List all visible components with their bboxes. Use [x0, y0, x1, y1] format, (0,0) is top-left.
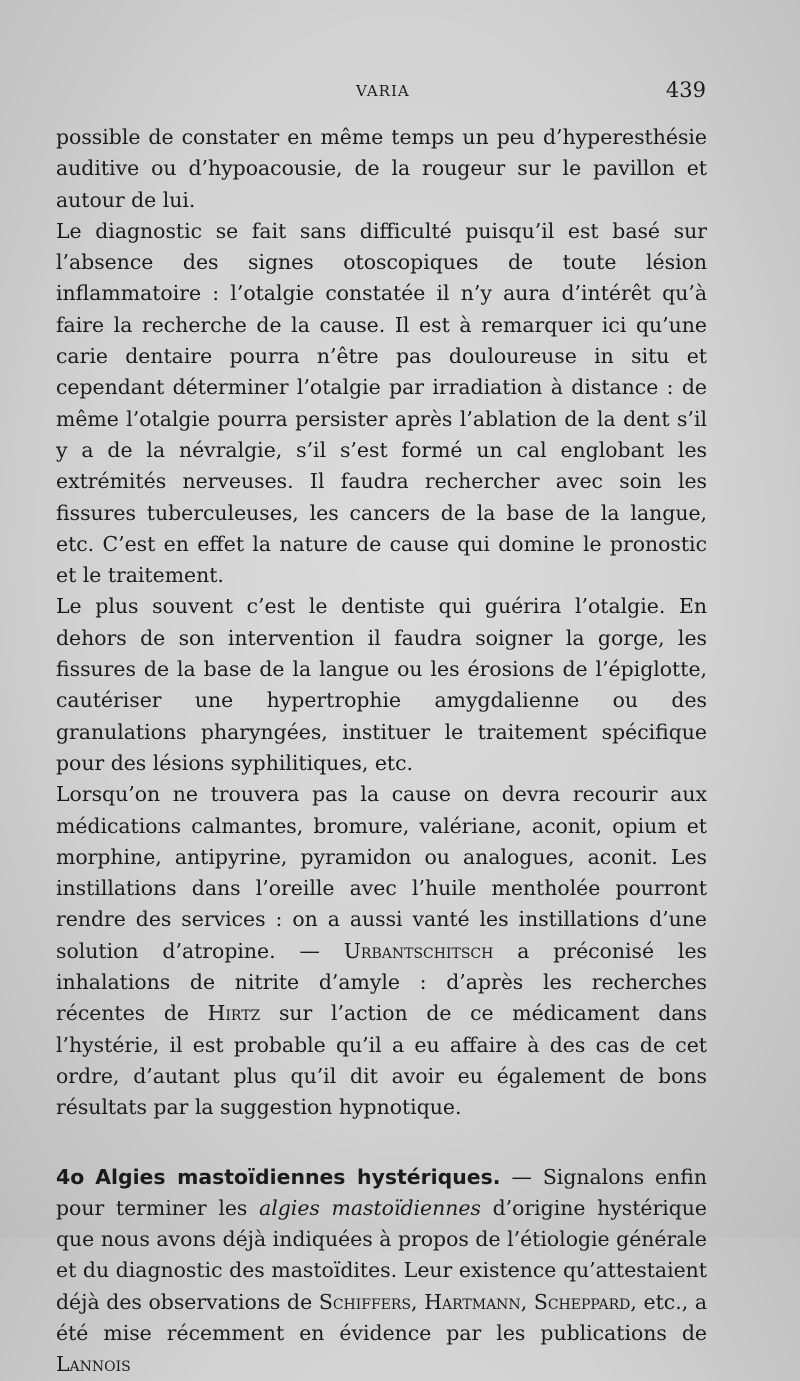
paragraph-continuation: possible de constater en même temps un peu d’hyperesthésie auditive ou d’hypoacousie, de la rougeur sur le pavillon et autour de lui. — [56, 125, 707, 212]
medications-text-b: a préconisé les inhalations de nitrite d’amyle : d’après les recherches récentes de — [56, 938, 707, 1026]
medications-text-c: sur l’action de ce médicament dans l’hystérie, il est probable qu’il a eu affaire à des cas de cet ordre, d’autant plus qu’il dit avoir eu également de bons résultats par la suggestion hypnotique. — [56, 1001, 707, 1120]
paragraph-treatment: Le plus souvent c’est le dentiste qui guérira l’otalgie. En dehors de son intervention il faudra soigner la gorge, les fissures de la base de la langue ou les érosions de l’épiglotte, cautériser une hypertrophie amygdalienne ou des granulations pharyngées, instituer le traitement spécifique pour des lésions syphilitiques, etc. — [56, 594, 707, 775]
page-number: 439 — [665, 78, 706, 102]
italic-term: algies mastoïdiennes — [259, 1195, 481, 1220]
author-hirtz: Hirtz — [207, 1001, 261, 1026]
separator: , — [520, 1289, 534, 1314]
author-schiffers: Schiffers — [318, 1289, 412, 1314]
page-header — [56, 78, 706, 118]
section-mastoid-algias — [56, 1162, 707, 1381]
section-lead: — Signalons enfin pour terminer les — [56, 1164, 707, 1220]
running-head: VARIA — [356, 82, 410, 100]
section-text-a: d’origine hystérique que nous avons déjà indiquées à propos de l’étiologie générale et du diagnostic des mastoïdites. Leur existence qu’attestaient déjà des observations de — [56, 1195, 708, 1314]
author-hartmann: Hartmann — [424, 1289, 521, 1314]
page-body — [56, 122, 707, 1381]
separator: , — [411, 1289, 425, 1314]
section-number: 4o — [56, 1164, 85, 1189]
author-urbantschitsch: Urbantschitsch — [343, 938, 494, 963]
section-title: Algies mastoïdiennes hystériques. — [95, 1164, 501, 1189]
paragraph-diagnostic: Le diagnostic se fait sans difficulté puisqu’il est basé sur l’absence des signes otoscopiques de toute lésion inflammatoire : l’otalgie constatée il n’y aura d’intérêt qu’à faire la recherche de la cause. Il est à remarquer ici qu’une carie dentaire pourra n’être pas douloureuse in situ et cependant déterminer l’otalgie par irradiation à distance : de même l’otalgie pourra persister après l’ablation de la dent s’il y a de la névralgie, s’il s’est formé un cal englobant les extrémités nerveuses. Il faudra rechercher avec soin les fissures tuberculeuses, les cancers de la base de la langue, etc. C’est en effet la nature de cause qui domine le pronostic et le traitement. — [56, 218, 707, 588]
author-scheppard: Scheppard — [533, 1289, 631, 1314]
section-gap — [56, 1124, 707, 1162]
paragraph-medications — [56, 779, 707, 1123]
author-lannois: Lannois — [56, 1352, 131, 1377]
medications-text-a: Lorsqu’on ne trouvera pas la cause on devra recourir aux médications calmantes, bromure, valériane, aconit, opium et morphine, antipyrine, pyramidon ou analogues, aconit. Les instillations dans l’oreille avec l’huile mentholée pourront rendre des services : on a aussi vanté les instillations d’une solution d’atropine. — — [56, 782, 707, 963]
section-text-b: , etc., a été mise récemment en évidence par les publications de — [56, 1289, 708, 1345]
